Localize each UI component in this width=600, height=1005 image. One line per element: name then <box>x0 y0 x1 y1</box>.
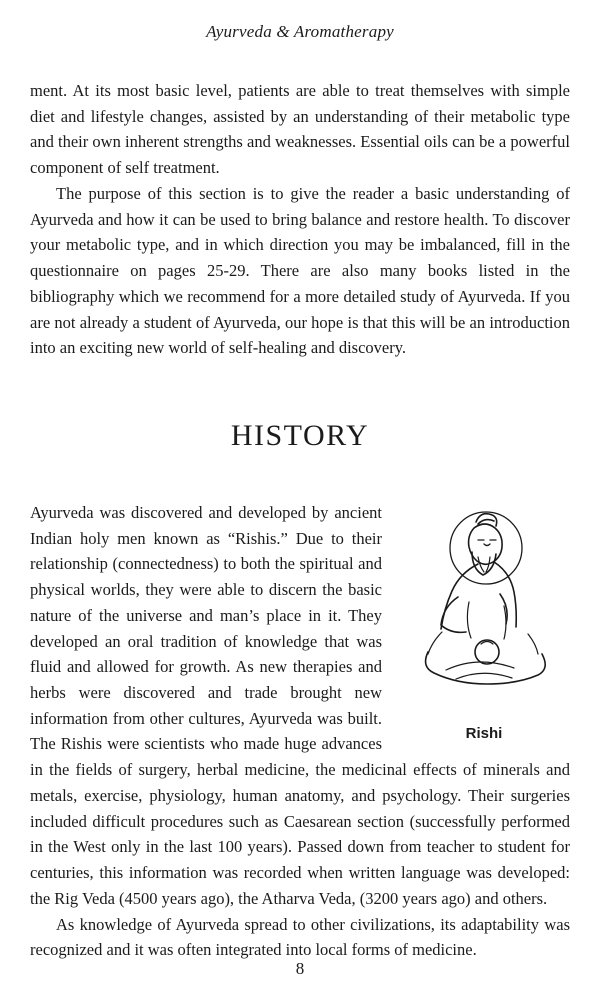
rishi-figure <box>398 502 570 745</box>
section-heading-history: HISTORY <box>230 419 370 453</box>
paragraph-continuation: ment. At its most basic level, patients are able to treat themselves with simple diet and lifestyle changes, assisted by an understanding of their metabolic type and their own inherent strengths and weaknesses. Essential oils can be a powerful component of self treatment. <box>30 81 570 178</box>
paragraph-purpose: The purpose of this section is to give the reader a basic understanding of Ayurveda and how it can be used to bring balance and restore health. To discover your metabolic type, and in which direction you may be imbalanced, fill in the questionnaire on pages 25-29. There are also many books listed in the bibliography which we recommend for a more detailed study of Ayurveda. If you are not already a student of Ayurveda, our hope is that this will be an introduction into an exciting new world of self-healing and discovery. <box>30 183 570 358</box>
body-text <box>30 78 570 963</box>
running-header: Ayurveda & Aromatherapy <box>206 22 394 41</box>
paragraph-spread: As knowledge of Ayurveda spread to other civilizations, its adaptability was recognized and it was often integrated into local forms of medicine. <box>30 914 570 960</box>
figure-caption: Rishi <box>465 724 503 742</box>
rishi-illustration <box>400 502 568 714</box>
page-number: 8 <box>295 959 305 978</box>
paragraph-history: Ayurveda was discovered and developed by ancient Indian holy men known as “Rishis.” Due to their relationship (connectedness) to both the spiritual and physical worlds, they were able to discern the basic nature of the universe and man’s place in it. They developed an oral tradition of knowledge that was fluid and allowed for growth. As new therapies and herbs were discovered and trade brought new information from other cultures, Ayurveda was built. The Rishis were scientists who made huge advances in the fields of surgery, herbal medicine, the medicinal effects of minerals and metals, exercise, physiology, human anatomy, and psychology. Their surgeries included difficult procedures such as Caesarean section (successfully performed in the West only in the last 100 years). Passed down from teacher to student for centuries, this information was recorded when written language was developed: the Rig Veda (4500 years ago), the Atharva Veda, (3200 years ago) and others. <box>30 502 570 908</box>
